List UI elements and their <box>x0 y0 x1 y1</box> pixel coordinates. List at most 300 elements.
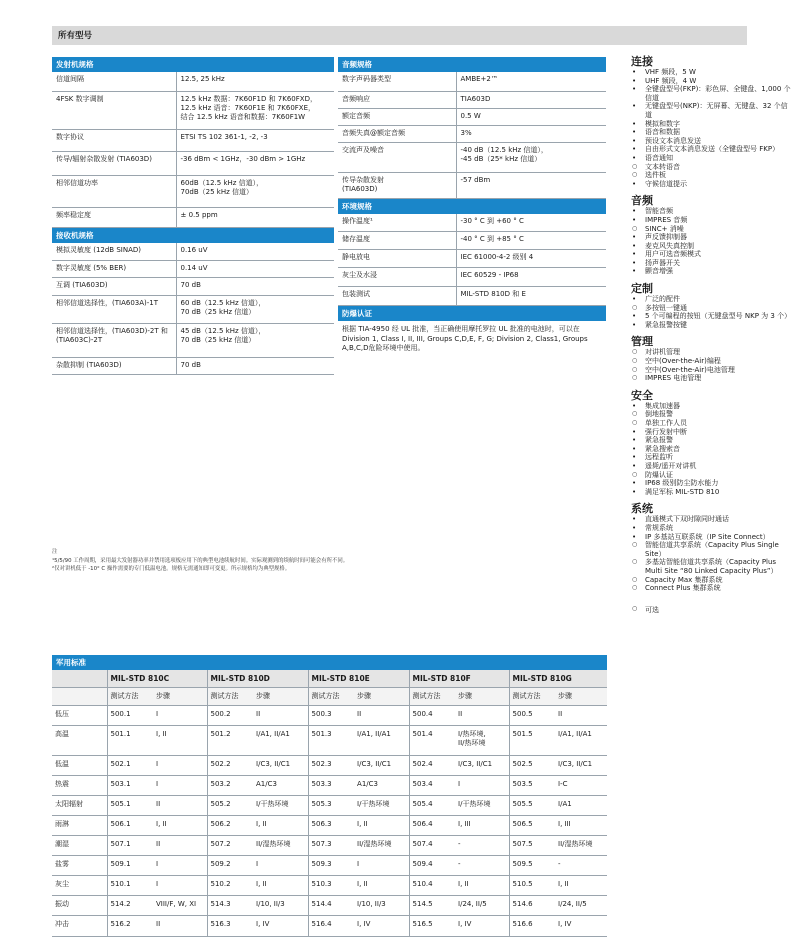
mil-standard-name: MIL-STD 810F <box>409 670 509 688</box>
spec-row <box>338 142 606 172</box>
environment-section-title: 环境规格 <box>338 199 606 214</box>
spec-value: MIL-STD 810D 和 E <box>456 287 606 306</box>
spec-value: -57 dBm <box>456 172 606 198</box>
transmitter-table <box>52 72 334 228</box>
feature-item: • 广泛的配件 <box>631 295 791 304</box>
mil-method: 510.1 <box>107 876 153 896</box>
feature-item: ○ 智能信道共享系统（Capacity Plus Single Site） <box>631 541 791 558</box>
feature-list <box>631 348 791 382</box>
feature-item: ○ IMPRES 电池管理 <box>631 374 791 383</box>
mil-sub-method: 测试方法 <box>509 688 555 706</box>
mil-step: I <box>153 706 207 726</box>
mil-method: 503.1 <box>107 776 153 796</box>
mil-step: II <box>555 706 607 726</box>
spec-left-column <box>52 57 334 375</box>
mil-test-name: 潮湿 <box>52 836 107 856</box>
feature-item: • 集成加速器 <box>631 402 791 411</box>
spec-value: 0.5 W <box>456 108 606 125</box>
spec-row <box>338 172 606 198</box>
mil-step: VIII/F, W, XI <box>153 896 207 916</box>
mil-step: I, II <box>253 876 308 896</box>
spec-value: TIA603D <box>456 91 606 108</box>
mil-standard-name: MIL-STD 810C <box>107 670 207 688</box>
feature-item: • UHF 频段，4 W <box>631 77 791 86</box>
mil-method: 514.3 <box>207 896 253 916</box>
spec-middle-column <box>338 57 606 358</box>
mil-standard-section <box>52 655 607 937</box>
mil-step: I/24, II/5 <box>455 896 509 916</box>
mil-method: 501.1 <box>107 726 153 756</box>
mil-test-name: 雨淋 <box>52 816 107 836</box>
mil-test-name: 灰尘 <box>52 876 107 896</box>
mil-method: 507.2 <box>207 836 253 856</box>
mil-step: - <box>555 856 607 876</box>
mil-method: 514.6 <box>509 896 555 916</box>
mil-step: I <box>253 856 308 876</box>
spec-value: 70 dB <box>176 358 334 375</box>
mil-row <box>52 876 607 896</box>
feature-item: • 紧急搜索音 <box>631 445 791 454</box>
spec-label: 杂散抑制 (TIA603D) <box>52 358 176 375</box>
feature-item: ○ 对讲机管理 <box>631 348 791 357</box>
mil-step: II <box>253 706 308 726</box>
mil-step: I/C3, II/C1 <box>455 756 509 776</box>
mil-method: 501.5 <box>509 726 555 756</box>
spec-value: 3% <box>456 125 606 142</box>
mil-sub-step: 步骤 <box>354 688 409 706</box>
mil-step: II <box>153 836 207 856</box>
mil-method: 502.1 <box>107 756 153 776</box>
mil-method: 501.3 <box>308 726 354 756</box>
mil-sub-step: 步骤 <box>253 688 308 706</box>
mil-step: I/10, II/3 <box>354 896 409 916</box>
receiver-table <box>52 243 334 376</box>
mil-method: 509.3 <box>308 856 354 876</box>
mil-method: 500.2 <box>207 706 253 726</box>
mil-test-name: 低温 <box>52 756 107 776</box>
mil-subheader-row <box>52 688 607 706</box>
mil-method: 514.5 <box>409 896 455 916</box>
feature-item: • 守候信道提示 <box>631 180 791 189</box>
spec-label: 额定音频 <box>338 108 456 125</box>
note-2: ²仅对讲机低于 -10° C 操作需要的专门低温电池。规格无需通知即可变更。所示规格均为典型规格。 <box>52 566 291 572</box>
spec-row <box>52 91 334 129</box>
mil-test-name: 高温 <box>52 726 107 756</box>
mil-step: - <box>455 856 509 876</box>
feature-item: • 无键盘型号(NKP)：无屏幕、无键盘、32 个信道 <box>631 102 791 119</box>
mil-step: II/湿热环境 <box>555 836 607 856</box>
feature-item: • 用户可选音频模式 <box>631 250 791 259</box>
mil-method: 506.2 <box>207 816 253 836</box>
feature-item: ○ 多按钮一键通 <box>631 304 791 313</box>
mil-method: 514.2 <box>107 896 153 916</box>
spec-value: 12.5, 25 kHz <box>176 72 334 91</box>
spec-label: 操作温度¹ <box>338 214 456 232</box>
spec-label: 数字协议 <box>52 129 176 151</box>
explosion-section-title: 防爆认证 <box>338 306 606 321</box>
mil-sub-method: 测试方法 <box>107 688 153 706</box>
spec-value: IEC 60529 - IP68 <box>456 268 606 287</box>
mil-step: I <box>354 856 409 876</box>
mil-section-title: 军用标准 <box>52 655 607 670</box>
mil-step: I <box>455 776 509 796</box>
mil-step: I/A1 <box>555 796 607 816</box>
spec-label: 交流声及噪音 <box>338 142 456 172</box>
mil-step: I, II <box>455 876 509 896</box>
spec-value: -40 ° C 到 +85 ° C <box>456 232 606 250</box>
feature-group-title: 管理 <box>631 335 653 349</box>
mil-step: I/A1, II/A1 <box>253 726 308 756</box>
mil-step: I <box>153 856 207 876</box>
spec-row <box>338 125 606 142</box>
spec-row <box>338 72 606 91</box>
page-header-title: 所有型号 <box>58 31 93 41</box>
feature-item: • 紧急报警按键 <box>631 321 791 330</box>
feature-item: ○ 空中(Over-the-Air)编程 <box>631 357 791 366</box>
mil-method: 506.3 <box>308 816 354 836</box>
spec-value: -40 dB（12.5 kHz 信道）， -45 dB（25* kHz 信道） <box>456 142 606 172</box>
feature-group-title: 系统 <box>631 502 653 516</box>
feature-item: • 麦克风失真控制 <box>631 242 791 251</box>
spec-label: 相邻信道选择性，(TIA603D)-2T 和 (TIA603C)-2T <box>52 324 176 358</box>
feature-item: • 颤音增强 <box>631 267 791 276</box>
mil-method: 501.2 <box>207 726 253 756</box>
explosion-text: 根据 TIA-4950 经 UL 批准，当正确使用摩托罗拉 UL 批准的电池时，可以在Division 1, Class I, II, III, Groups C,D,E, F, G; Division 2, Class1, Groups A,B,C,D危险环境中使用。 <box>342 325 588 352</box>
mil-step: I, IV <box>455 916 509 937</box>
mil-step: I/热环境, II/热环境 <box>455 726 509 756</box>
spec-row <box>52 72 334 91</box>
spec-label: 频率稳定度 <box>52 207 176 227</box>
mil-row <box>52 916 607 937</box>
mil-method: 502.2 <box>207 756 253 776</box>
mil-step: I <box>153 776 207 796</box>
mil-sub-method: 测试方法 <box>207 688 253 706</box>
mil-step: I, IV <box>354 916 409 937</box>
spec-value: 0.14 uV <box>176 261 334 278</box>
spec-value: 0.16 uV <box>176 243 334 261</box>
mil-step: I, II <box>354 816 409 836</box>
mil-method: 502.3 <box>308 756 354 776</box>
mil-step: II <box>455 706 509 726</box>
spec-row <box>52 324 334 358</box>
mil-standard-name: MIL-STD 810G <box>509 670 607 688</box>
spec-value: AMBE+2™ <box>456 72 606 91</box>
mil-row <box>52 896 607 916</box>
feature-item: ○ 文本转语音 <box>631 163 791 172</box>
mil-standard-name: MIL-STD 810E <box>308 670 409 688</box>
spec-value: 60dB（12.5 kHz 信道）， 70dB（25 kHz 信道） <box>176 175 334 207</box>
mil-test-name: 振动 <box>52 896 107 916</box>
mil-row <box>52 776 607 796</box>
mil-step: A1/C3 <box>354 776 409 796</box>
spec-value: -30 ° C 到 +60 ° C <box>456 214 606 232</box>
spec-label: 传导/辐射杂散发射 (TIA603D) <box>52 151 176 175</box>
feature-item: ○ SINC+ 消噪 <box>631 225 791 234</box>
spec-label: 相邻信道功率 <box>52 175 176 207</box>
footnotes <box>52 548 612 574</box>
feature-item: • 直通模式下双时隙同时通话 <box>631 515 791 524</box>
mil-method: 510.3 <box>308 876 354 896</box>
feature-item: • 满足军标 MIL-STD 810 <box>631 488 791 497</box>
mil-step: I/C3, II/C1 <box>253 756 308 776</box>
mil-method: 507.1 <box>107 836 153 856</box>
mil-method: 506.4 <box>409 816 455 836</box>
mil-header-blank <box>52 670 107 688</box>
spec-row <box>52 358 334 375</box>
mil-step: I, II <box>555 876 607 896</box>
mil-method: 502.4 <box>409 756 455 776</box>
spec-value: 60 dB（12.5 kHz 信道）， 70 dB（25 kHz 信道） <box>176 296 334 324</box>
mil-method: 507.4 <box>409 836 455 856</box>
audio-table <box>338 72 606 199</box>
mil-method: 509.5 <box>509 856 555 876</box>
mil-row <box>52 726 607 756</box>
spec-row <box>52 261 334 278</box>
mil-test-name: 盐雾 <box>52 856 107 876</box>
transmitter-section-title: 发射机规格 <box>52 57 334 72</box>
mil-method: 510.4 <box>409 876 455 896</box>
feature-item: ○ 空中(Over-the-Air)电池管理 <box>631 366 791 375</box>
spec-label: 储存温度 <box>338 232 456 250</box>
feature-item: • 语音和数据 <box>631 128 791 137</box>
mil-step: I/A1, II/A1 <box>555 726 607 756</box>
feature-item: ○ 单独工作人员 <box>631 419 791 428</box>
mil-method: 507.3 <box>308 836 354 856</box>
spec-row <box>338 214 606 232</box>
mil-method: 503.2 <box>207 776 253 796</box>
mil-subheader-blank <box>52 688 107 706</box>
mil-step: II/湿热环境 <box>354 836 409 856</box>
feature-item: ○ Connect Plus 集群系统 <box>631 584 791 593</box>
note-1: ¹5/5/90 工作周期，采用最大发射器功率并禁用选项板应用下的典型电池续航时间。实际观测到的续航时间可能会有所不同。 <box>52 557 349 564</box>
mil-method: 500.5 <box>509 706 555 726</box>
mil-step: II <box>153 796 207 816</box>
feature-item: • 智能音频 <box>631 207 791 216</box>
spec-value: 45 dB（12.5 kHz 信道）， 70 dB（25 kHz 信道） <box>176 324 334 358</box>
spec-value: IEC 61000-4-2 级别 4 <box>456 250 606 268</box>
mil-test-name: 热震 <box>52 776 107 796</box>
spec-row <box>338 91 606 108</box>
mil-row <box>52 756 607 776</box>
feature-list <box>631 68 791 188</box>
mil-method: 505.5 <box>509 796 555 816</box>
mil-method: 506.1 <box>107 816 153 836</box>
mil-step: I/C3, II/C1 <box>555 756 607 776</box>
mil-test-name: 太阳辐射 <box>52 796 107 816</box>
mil-method: 500.3 <box>308 706 354 726</box>
environment-table <box>338 214 606 307</box>
mil-method: 502.5 <box>509 756 555 776</box>
receiver-section-title: 接收机规格 <box>52 228 334 243</box>
spec-label: 灰尘及水浸 <box>338 268 456 287</box>
spec-row <box>338 108 606 125</box>
feature-item: ○ 多基站智能信道共享系统（Capacity Plus Multi Site “80 Linked Capacity Plus”） <box>631 558 791 575</box>
mil-step: I, III <box>555 816 607 836</box>
mil-method: 516.4 <box>308 916 354 937</box>
spec-label: 数字声码器类型 <box>338 72 456 91</box>
spec-row <box>52 207 334 227</box>
mil-sub-step: 步骤 <box>153 688 207 706</box>
mil-method: 505.2 <box>207 796 253 816</box>
feature-item: • IMPRES 音频 <box>631 216 791 225</box>
mil-sub-method: 测试方法 <box>409 688 455 706</box>
feature-group-title: 连接 <box>631 55 653 68</box>
mil-step: I, III <box>455 816 509 836</box>
mil-step: I, II <box>354 876 409 896</box>
mil-step: I/干热环境 <box>354 796 409 816</box>
mil-standard-table <box>52 670 607 937</box>
spec-value: 70 dB <box>176 278 334 296</box>
spec-label: 信道间隔 <box>52 72 176 91</box>
feature-item: • 远程监听 <box>631 453 791 462</box>
mil-row <box>52 856 607 876</box>
feature-item: • 声反馈抑制器 <box>631 233 791 242</box>
mil-step: I/10, II/3 <box>253 896 308 916</box>
mil-method: 509.2 <box>207 856 253 876</box>
spec-row <box>338 287 606 306</box>
mil-method: 509.4 <box>409 856 455 876</box>
spec-label: 音频响应 <box>338 91 456 108</box>
page-header-bar <box>52 26 747 45</box>
feature-item: • 模拟和数字 <box>631 120 791 129</box>
mil-step: I/24, II/5 <box>555 896 607 916</box>
spec-label: 互调 (TIA603D) <box>52 278 176 296</box>
spec-row <box>52 278 334 296</box>
mil-method: 514.4 <box>308 896 354 916</box>
mil-method: 500.4 <box>409 706 455 726</box>
spec-value: 12.5 kHz 数据：7K60F1D 和 7K60FXD， 12.5 kHz 语音：7K60F1E 和 7K60FXE， 结合 12.5 kHz 语音和数据：7K60F1W <box>176 91 334 129</box>
feature-item: • IP68 级别防尘防水能力 <box>631 479 791 488</box>
mil-step: I, II <box>153 726 207 756</box>
mil-method: 510.2 <box>207 876 253 896</box>
feature-item: ○ 选件板 <box>631 171 791 180</box>
mil-method: 506.5 <box>509 816 555 836</box>
mil-step: I, II <box>253 816 308 836</box>
feature-group-title: 安全 <box>631 388 653 402</box>
spec-row <box>52 243 334 261</box>
mil-method: 516.5 <box>409 916 455 937</box>
mil-step: I/干热环境 <box>253 796 308 816</box>
mil-step: I, II <box>153 816 207 836</box>
spec-label: 4FSK 数字调制 <box>52 91 176 129</box>
feature-item: ○ 倒地报警 <box>631 410 791 419</box>
mil-step: II/湿热环境 <box>253 836 308 856</box>
feature-item: • 扬声器开关 <box>631 259 791 268</box>
spec-row <box>52 296 334 324</box>
mil-step: I-C <box>555 776 607 796</box>
mil-method: 505.3 <box>308 796 354 816</box>
feature-item: • 预设文本消息发送 <box>631 137 791 146</box>
audio-section-title: 音频规格 <box>338 57 606 72</box>
mil-step: I, IV <box>253 916 308 937</box>
mil-sub-method: 测试方法 <box>308 688 354 706</box>
spec-label: 音频失真@额定音频 <box>338 125 456 142</box>
mil-step: II <box>354 706 409 726</box>
feature-item: • 5 个可编程的按钮（无键盘型号 NKP 为 3 个） <box>631 312 791 321</box>
feature-list <box>631 207 791 276</box>
spec-row <box>52 151 334 175</box>
spec-label: 包装测试 <box>338 287 456 306</box>
mil-step: A1/C3 <box>253 776 308 796</box>
feature-item: • 强行发射中断 <box>631 428 791 437</box>
mil-method: 500.1 <box>107 706 153 726</box>
notes-title: 注 <box>52 549 58 555</box>
feature-item: • 常规系统 <box>631 524 791 533</box>
feature-list <box>631 515 791 592</box>
mil-method: 503.3 <box>308 776 354 796</box>
mil-method: 505.1 <box>107 796 153 816</box>
feature-item: • VHF 频段，5 W <box>631 68 791 77</box>
mil-method: 501.4 <box>409 726 455 756</box>
spec-label: 传导杂散发射 (TIA603D) <box>338 172 456 198</box>
mil-row <box>52 706 607 726</box>
mil-step: I/干热环境 <box>455 796 509 816</box>
spec-row <box>52 129 334 151</box>
spec-value: ETSI TS 102 361-1, -2, -3 <box>176 129 334 151</box>
mil-step: I/C3, II/C1 <box>354 756 409 776</box>
legend-optional: ○ 可选 <box>631 605 791 615</box>
mil-step: I <box>153 756 207 776</box>
feature-item: ○ Capacity Max 集群系统 <box>631 576 791 585</box>
spec-value: -36 dBm < 1GHz，-30 dBm > 1GHz <box>176 151 334 175</box>
mil-method: 503.5 <box>509 776 555 796</box>
mil-method: 509.1 <box>107 856 153 876</box>
mil-header-row <box>52 670 607 688</box>
feature-item: • 紧急报警 <box>631 436 791 445</box>
feature-group-title: 音频 <box>631 194 653 208</box>
mil-method: 516.2 <box>107 916 153 937</box>
feature-item: • IP 多基站互联系统（IP Site Connect） <box>631 533 791 542</box>
mil-step: II <box>153 916 207 937</box>
spec-value: ± 0.5 ppm <box>176 207 334 227</box>
feature-item: ○ 防爆认证 <box>631 471 791 480</box>
mil-test-name: 低压 <box>52 706 107 726</box>
feature-item: • 自由形式文本消息发送（全键盘型号 FKP） <box>631 145 791 154</box>
features-sidebar <box>631 55 791 615</box>
mil-method: 505.4 <box>409 796 455 816</box>
mil-standard-name: MIL-STD 810D <box>207 670 308 688</box>
mil-method: 507.5 <box>509 836 555 856</box>
spec-row <box>52 175 334 207</box>
spec-row <box>338 268 606 287</box>
mil-sub-step: 步骤 <box>455 688 509 706</box>
feature-item: • 语音通知 <box>631 154 791 163</box>
spec-label: 静电放电 <box>338 250 456 268</box>
mil-test-name: 冲击 <box>52 916 107 937</box>
mil-method: 516.6 <box>509 916 555 937</box>
feature-list <box>631 402 791 497</box>
spec-row <box>338 250 606 268</box>
mil-step: I/A1, II/A1 <box>354 726 409 756</box>
mil-method: 503.4 <box>409 776 455 796</box>
mil-row <box>52 796 607 816</box>
spec-row <box>338 232 606 250</box>
spec-label: 数字灵敏度 (5% BER) <box>52 261 176 278</box>
feature-item: • 全键盘型号(FKP)：彩色屏、全键盘、1,000 个信道 <box>631 85 791 102</box>
mil-step: I, IV <box>555 916 607 937</box>
spec-label: 模拟灵敏度 (12dB SINAD) <box>52 243 176 261</box>
mil-method: 516.3 <box>207 916 253 937</box>
mil-row <box>52 836 607 856</box>
mil-method: 510.5 <box>509 876 555 896</box>
mil-row <box>52 816 607 836</box>
mil-step: - <box>455 836 509 856</box>
spec-label: 相邻信道选择性，(TIA603A)-1T <box>52 296 176 324</box>
mil-step: I <box>153 876 207 896</box>
feature-group-title: 定制 <box>631 282 653 296</box>
feature-item: • 遥毙/遥开对讲机 <box>631 462 791 471</box>
mil-sub-step: 步骤 <box>555 688 607 706</box>
